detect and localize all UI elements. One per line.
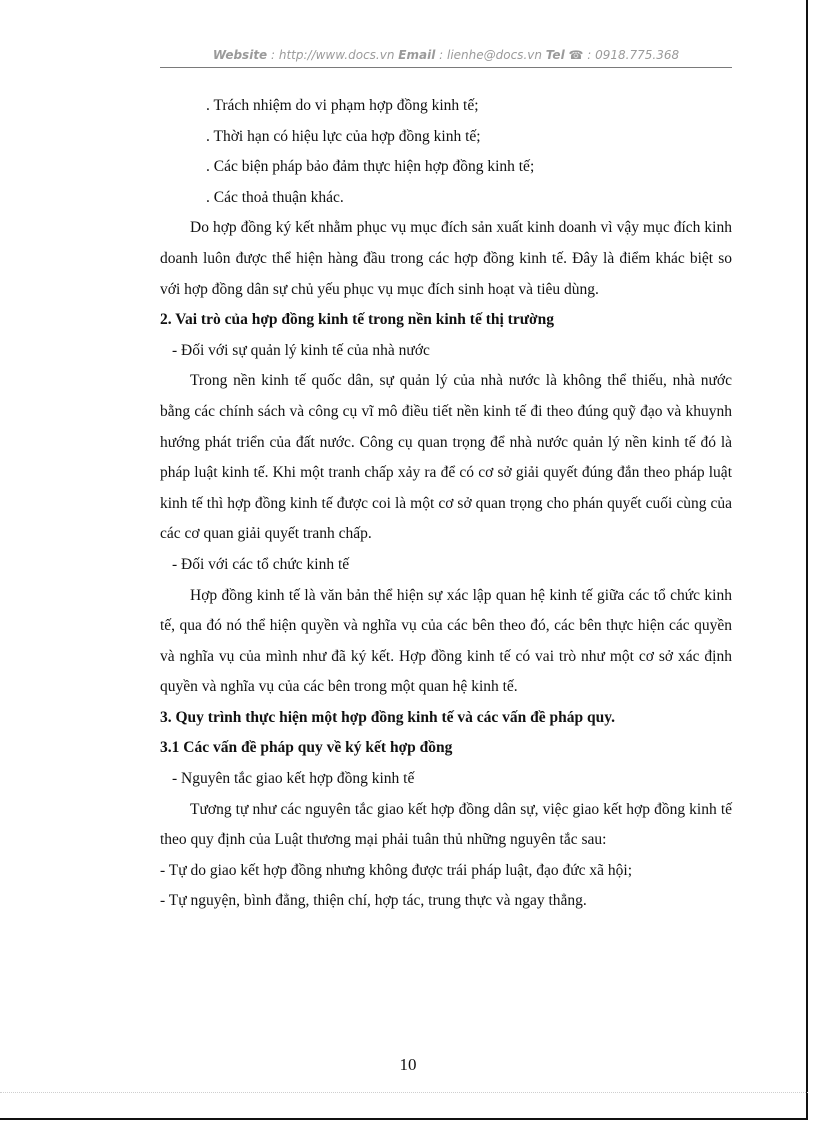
document-body bbox=[160, 91, 732, 917]
tel-number: : 0918.775.368 bbox=[583, 48, 680, 62]
sub-item: - Đối với các tổ chức kinh tế bbox=[172, 555, 350, 573]
list-item: . Trách nhiệm do vi phạm hợp đồng kinh tế; bbox=[206, 97, 479, 114]
tel-label: Tel bbox=[545, 48, 565, 62]
section-heading: 3. Quy trình thực hiện một hợp đồng kinh tế và các vấn đề pháp quy. bbox=[160, 708, 616, 726]
body-paragraph: Tương tự như các nguyên tắc giao kết hợp đồng dân sự, việc giao kết hợp đồng kinh tế theo quy định của Luật thương mại phải tuân thủ những nguyên tắc sau: bbox=[160, 800, 732, 849]
list-item: . Thời hạn có hiệu lực của hợp đồng kinh tế; bbox=[206, 127, 481, 145]
body-paragraph: Trong nền kinh tế quốc dân, sự quản lý của nhà nước là không thể thiếu, nhà nước bằng các chính sách và công cụ vĩ mô điều tiết nền kinh tế đi theo đúng quỹ đạo và khuynh hướng phát triển của đất nước. Công cụ quan trọng để nhà nước quản lý nền kinh tế đó là pháp luật kinh tế. Khi một tranh chấp xảy ra để có cơ sở giải quyết đúng đắn theo pháp luật kinh tế thì hợp đồng kinh tế được coi là một cơ sở quan trọng cho phán quyết cuối cùng của các cơ quan giải quyết tranh chấp. bbox=[160, 372, 732, 543]
website-label: Website bbox=[212, 48, 268, 62]
body-paragraph: Do hợp đồng ký kết nhằm phục vụ mục đích sản xuất kinh doanh vì vậy mục đích kinh doanh luôn được thể hiện hàng đầu trong các hợp đồng kinh tế. Đây là điểm khác biệt so với hợp đồng dân sự chủ yếu phục vụ mục đích sinh hoạt và tiêu dùng. bbox=[160, 219, 732, 298]
list-item: - Tự nguyện, bình đẳng, thiện chí, hợp tác, trung thực và ngay thẳng. bbox=[160, 892, 587, 910]
page-divider bbox=[0, 1092, 808, 1093]
sub-item: - Nguyên tắc giao kết hợp đồng kinh tế bbox=[172, 770, 415, 788]
subsection-heading: 3.1 Các vấn đề pháp quy về ký kết hợp đồng bbox=[160, 739, 453, 757]
sub-item: - Đối với sự quản lý kinh tế của nhà nước bbox=[172, 341, 430, 359]
page-header bbox=[160, 48, 732, 62]
list-item: - Tự do giao kết hợp đồng nhưng không được trái pháp luật, đạo đức xã hội; bbox=[160, 861, 633, 879]
body-paragraph: Hợp đồng kinh tế là văn bản thể hiện sự xác lập quan hệ kinh tế giữa các tổ chức kinh tế, qua đó nó thể hiện quyền và nghĩa vụ của các bên theo đó, các bên thực hiện các quyền và nghĩa vụ của mình như đã ký kết. Hợp đồng kinh tế có vai trò như một cơ sở xác định quyền và nghĩa vụ của các bên trong một quan hệ kinh tế. bbox=[160, 586, 732, 696]
list-item: . Các thoả thuận khác. bbox=[206, 188, 344, 206]
phone-icon: ☎ bbox=[568, 48, 584, 62]
section-heading: 2. Vai trò của hợp đồng kinh tế trong nền kinh tế thị trường bbox=[160, 311, 554, 329]
website-url[interactable]: http://www.docs.vn bbox=[278, 48, 395, 62]
email-label: Email bbox=[398, 48, 436, 62]
page-number: 10 bbox=[399, 1055, 417, 1074]
email-sep: : bbox=[435, 48, 447, 62]
website-sep: : bbox=[267, 48, 279, 62]
list-item: . Các biện pháp bảo đảm thực hiện hợp đồng kinh tế; bbox=[206, 158, 535, 176]
email-address[interactable]: lienhe@docs.vn bbox=[446, 48, 542, 62]
header-rule bbox=[160, 67, 732, 68]
